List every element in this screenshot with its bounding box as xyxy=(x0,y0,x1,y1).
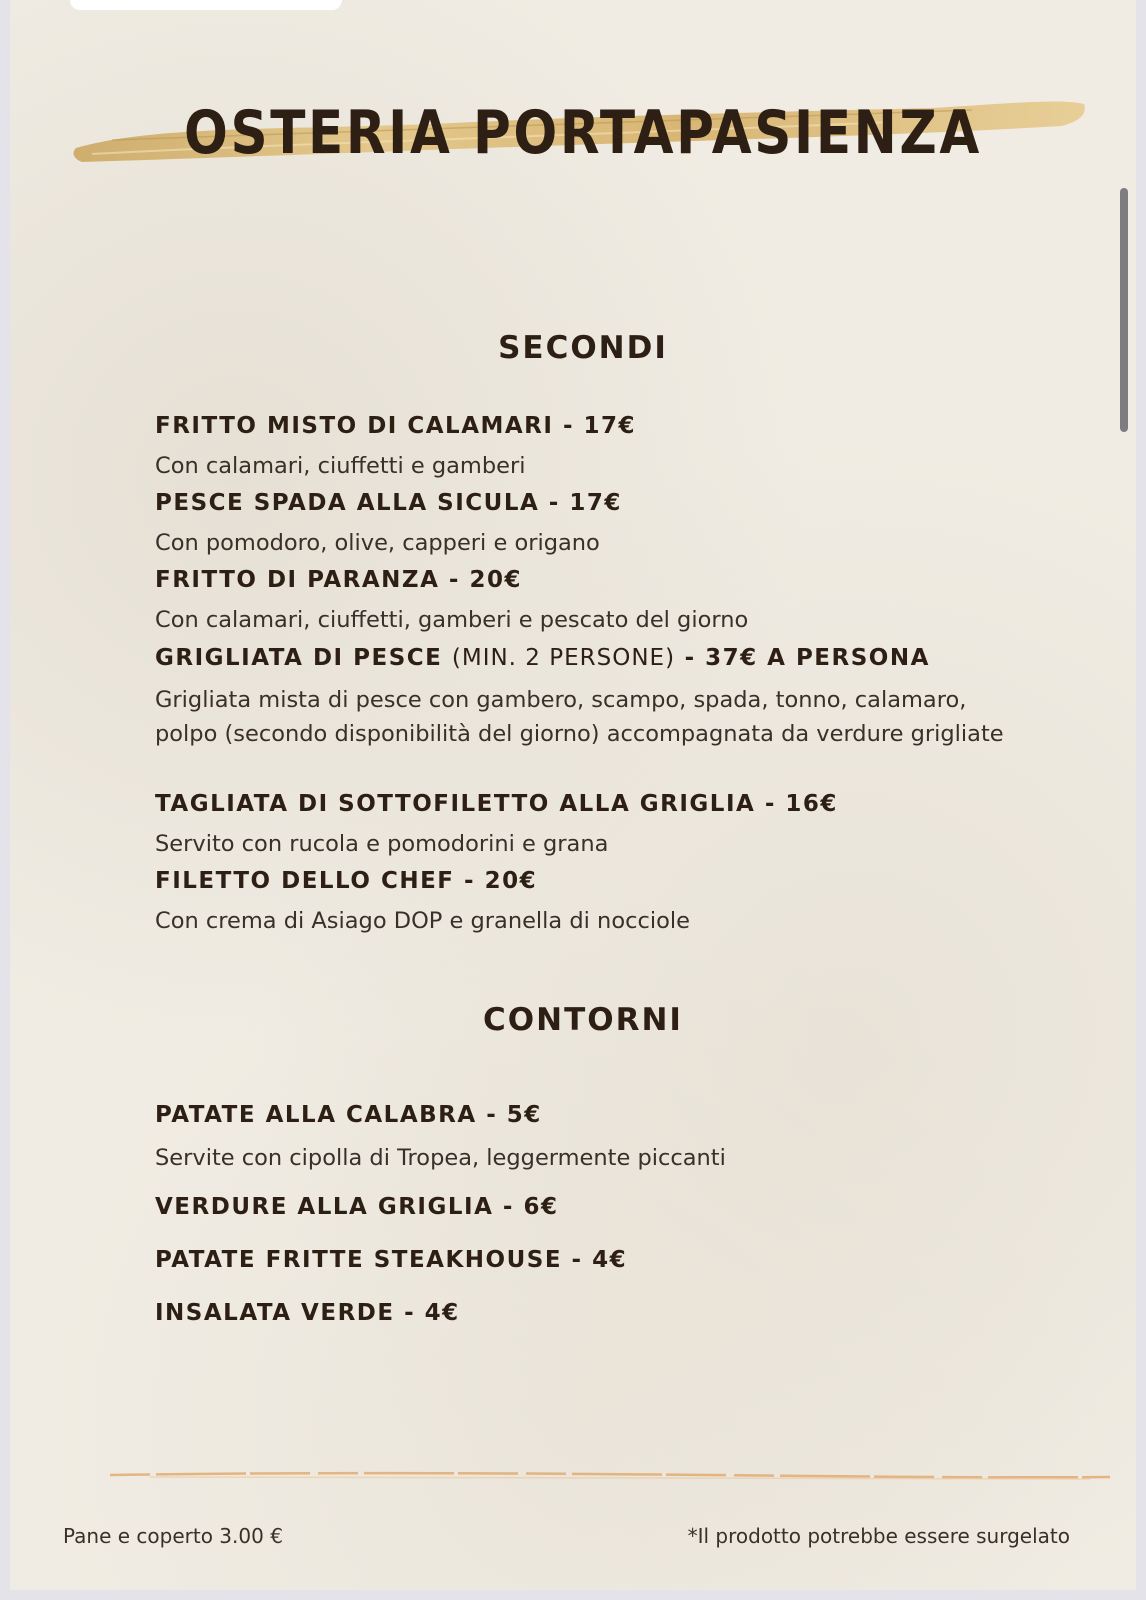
menu-item-name: FRITTO DI PARANZA - 20€ xyxy=(155,567,522,593)
menu-item-name: INSALATA VERDE - 4€ xyxy=(155,1300,460,1326)
menu-item-desc: Con calamari, ciuffetti, gamberi e pescato del giorno xyxy=(155,607,749,633)
menu-item-name: PATATE ALLA CALABRA - 5€ xyxy=(155,1102,542,1128)
menu-item-desc: Grigliata mista di pesce con gambero, scampo, spada, tonno, calamaro, polpo (secondo disponibilità del giorno) accompagnata da verdure grigliate xyxy=(155,687,1004,747)
menu-item-price: - 37€ A PERSONA xyxy=(684,645,930,671)
menu-item-desc: Servito con rucola e pomodorini e grana xyxy=(155,831,609,857)
restaurant-title: OSTERIA PORTAPASIENZA xyxy=(184,98,982,168)
menu-item-desc: Con crema di Asiago DOP e granella di nocciole xyxy=(155,908,690,934)
menu-item-name: FILETTO DELLO CHEF - 20€ xyxy=(155,868,538,894)
menu-item-name: TAGLIATA DI SOTTOFILETTO ALLA GRIGLIA - 16€ xyxy=(155,791,838,817)
menu-item-desc: Con calamari, ciuffetti e gamberi xyxy=(155,453,526,479)
section-heading-secondi: SECONDI xyxy=(498,330,668,366)
top-tab-edge xyxy=(70,0,342,10)
section-heading-contorni: CONTORNI xyxy=(483,1002,683,1038)
menu-item-name-part: GRIGLIATA DI PESCE xyxy=(155,645,443,671)
footer-frozen-note: *Il prodotto potrebbe essere surgelato xyxy=(687,1524,1070,1548)
menu-item-desc: Con pomodoro, olive, capperi e origano xyxy=(155,530,600,556)
scrollbar-thumb[interactable] xyxy=(1120,188,1128,432)
footer-cover-charge: Pane e coperto 3.00 € xyxy=(63,1524,283,1548)
footer-divider xyxy=(110,1468,1110,1482)
menu-item-name: VERDURE ALLA GRIGLIA - 6€ xyxy=(155,1194,559,1220)
menu-page xyxy=(10,0,1136,1590)
menu-item-name: PATATE FRITTE STEAKHOUSE - 4€ xyxy=(155,1247,628,1273)
menu-item-name-grigliata xyxy=(155,645,930,671)
menu-item-name: PESCE SPADA ALLA SICULA - 17€ xyxy=(155,490,622,516)
menu-item-note: (MIN. 2 PERSONE) xyxy=(451,645,676,671)
menu-item-name: FRITTO MISTO DI CALAMARI - 17€ xyxy=(155,413,637,439)
menu-item-desc: Servite con cipolla di Tropea, leggermente piccanti xyxy=(155,1145,726,1171)
